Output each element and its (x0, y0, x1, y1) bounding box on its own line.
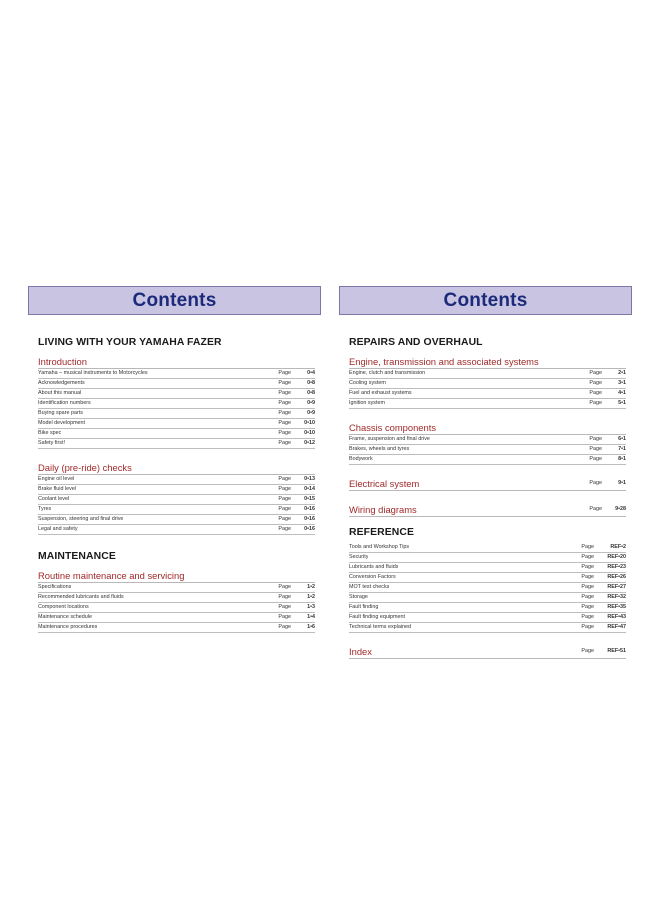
toc-entry-label: Fault finding (349, 604, 379, 610)
section-title-wiring (349, 504, 626, 517)
page-ref (589, 504, 626, 515)
page-ref (581, 553, 626, 561)
toc-entry-label: Legal and safety (38, 526, 78, 532)
page-number: 4•1 (618, 390, 626, 396)
toc-entry-label: Conversion Factors (349, 574, 396, 580)
toc-row (38, 623, 315, 633)
page-ref (581, 583, 626, 591)
page-ref (278, 475, 315, 483)
page-ref (581, 603, 626, 611)
page-number: 0•9 (307, 400, 315, 406)
toc-row (349, 583, 626, 593)
page-word: Page (581, 564, 594, 570)
toc-row (38, 505, 315, 515)
toc-row (38, 409, 315, 419)
toc-entry-label: Tyres (38, 506, 52, 512)
toc-row (349, 445, 626, 455)
page-number: 0•12 (304, 440, 315, 446)
page-number: 0•10 (304, 430, 315, 436)
toc-entry-label: Tools and Workshop Tips (349, 544, 410, 550)
page-word: Page (581, 614, 594, 620)
page-ref (278, 505, 315, 513)
toc-entry-label: Brake fluid level (38, 486, 77, 492)
page-number: REF•23 (607, 564, 626, 570)
toc-entry-label: Maintenance procedures (38, 624, 98, 630)
toc-entry-label: Frame, suspension and final drive (349, 436, 430, 442)
toc-list-engine (349, 369, 626, 409)
toc-row (38, 475, 315, 485)
page-number: REF•26 (607, 574, 626, 580)
page-ref (581, 563, 626, 571)
toc-row (349, 369, 626, 379)
page-number: 7•1 (618, 446, 626, 452)
page-ref (589, 389, 626, 397)
section-label: Wiring diagrams (349, 504, 417, 515)
toc-list-introduction (38, 369, 315, 449)
page-number: REF•2 (610, 544, 626, 550)
page-ref (589, 435, 626, 443)
toc-row (38, 613, 315, 623)
toc-entry-label: Acknowledgements (38, 380, 85, 386)
page-ref (581, 613, 626, 621)
toc-entry-label: Yamaha – musical instruments to Motorcycles (38, 370, 148, 376)
page-ref (278, 399, 315, 407)
toc-row (349, 435, 626, 445)
page-word: Page (589, 506, 602, 512)
page-word: Page (589, 380, 602, 386)
toc-row (38, 419, 315, 429)
page-ref (278, 623, 315, 631)
page-number: 0•13 (304, 476, 315, 482)
page-word: Page (589, 480, 602, 486)
page-word: Page (589, 456, 602, 462)
toc-entry-label: Ignition system (349, 400, 385, 406)
page-word: Page (278, 496, 291, 502)
page-word: Page (589, 436, 602, 442)
page-word: Page (278, 604, 291, 610)
page-ref (278, 409, 315, 417)
page-number: REF•43 (607, 614, 626, 620)
toc-entry-label: Fuel and exhaust systems (349, 390, 412, 396)
toc-row (38, 399, 315, 409)
toc-row (38, 485, 315, 495)
toc-list-daily-checks (38, 475, 315, 535)
toc-row (349, 603, 626, 613)
toc-row (38, 525, 315, 535)
page-number: 0•14 (304, 486, 315, 492)
page-ref (278, 613, 315, 621)
section-title-daily-checks: Daily (pre-ride) checks (38, 462, 315, 475)
toc-row (349, 623, 626, 633)
page-word: Page (589, 400, 602, 406)
page-ref (581, 623, 626, 631)
page-word: Page (278, 526, 291, 532)
page-number: 0•15 (304, 496, 315, 502)
page-number: 1•6 (307, 624, 315, 630)
part-title-maintenance: MAINTENANCE (38, 551, 116, 562)
toc-row (38, 515, 315, 525)
page-ref (278, 439, 315, 447)
toc-row (349, 543, 626, 553)
section-title-chassis: Chassis components (349, 422, 626, 435)
page-number: REF•27 (607, 584, 626, 590)
page-ref (278, 593, 315, 601)
page-ref (589, 399, 626, 407)
page-ref (278, 515, 315, 523)
page-ref (589, 478, 626, 489)
toc-entry-label: Engine, clutch and transmission (349, 370, 426, 376)
toc-entry-label: Security (349, 554, 369, 560)
banner-title: Contents (443, 289, 528, 311)
part-title-reference: REFERENCE (349, 527, 414, 538)
page-number: 1•4 (307, 614, 315, 620)
page-word: Page (278, 584, 291, 590)
page-number: REF•20 (607, 554, 626, 560)
page-ref (589, 369, 626, 377)
toc-row (349, 399, 626, 409)
toc-row (38, 593, 315, 603)
page-number: 1•2 (307, 584, 315, 590)
page-number: 0•16 (304, 516, 315, 522)
page-word: Page (278, 440, 291, 446)
toc-entry-label: Technical terms explained (349, 624, 412, 630)
toc-entry-label: Engine oil level (38, 476, 75, 482)
page-word: Page (589, 446, 602, 452)
toc-entry-label: Storage (349, 594, 368, 600)
page-number: 0•4 (307, 370, 315, 376)
toc-entry-label: Coolant level (38, 496, 70, 502)
page-number: 9•28 (615, 506, 626, 512)
page-word: Page (278, 400, 291, 406)
toc-row (38, 379, 315, 389)
page-number: REF•51 (607, 648, 626, 654)
page-word: Page (581, 554, 594, 560)
toc-entry-label: Cooling system (349, 380, 386, 386)
toc-row (38, 583, 315, 593)
page-word: Page (278, 614, 291, 620)
page-ref (581, 573, 626, 581)
page-ref (589, 379, 626, 387)
toc-entry-label: Suspension, steering and final drive (38, 516, 124, 522)
page-number: REF•32 (607, 594, 626, 600)
toc-entry-label: Bodywork (349, 456, 373, 462)
toc-entry-label: Brakes, wheels and tyres (349, 446, 410, 452)
toc-row (349, 455, 626, 465)
page-ref (278, 369, 315, 377)
toc-entry-label: MOT test checks (349, 584, 390, 590)
toc-entry-label: Identification numbers (38, 400, 91, 406)
page-word: Page (278, 430, 291, 436)
toc-row (349, 379, 626, 389)
page-number: 1•3 (307, 604, 315, 610)
toc-list-routine-maintenance (38, 583, 315, 633)
toc-row (349, 573, 626, 583)
part-title-living: LIVING WITH YOUR YAMAHA FAZER (38, 337, 222, 348)
page-number: 0•8 (307, 380, 315, 386)
toc-entry-label: Buying spare parts (38, 410, 83, 416)
toc-row (38, 369, 315, 379)
toc-entry-label: Model development (38, 420, 86, 426)
section-title-routine-maintenance: Routine maintenance and servicing (38, 570, 315, 583)
page-ref (278, 429, 315, 437)
toc-row (349, 553, 626, 563)
right-contents-page (339, 286, 632, 659)
page-number: 0•16 (304, 526, 315, 532)
page-ref (581, 593, 626, 601)
page-number: REF•35 (607, 604, 626, 610)
page-ref (589, 445, 626, 453)
page-word: Page (589, 390, 602, 396)
page-number: 0•16 (304, 506, 315, 512)
page-word: Page (589, 370, 602, 376)
page-number: 1•2 (307, 594, 315, 600)
page-word: Page (278, 624, 291, 630)
toc-entry-label: Bike spec (38, 430, 62, 436)
toc-entry-label: Component locations (38, 604, 89, 610)
toc-entry-label: About this manual (38, 390, 82, 396)
page-number: 2•1 (618, 370, 626, 376)
page-number: 0•9 (307, 410, 315, 416)
toc-row (349, 389, 626, 399)
page-number: 9•1 (618, 480, 626, 486)
page-number: 6•1 (618, 436, 626, 442)
section-title-electrical (349, 478, 626, 491)
section-title-introduction: Introduction (38, 356, 315, 369)
page-word: Page (581, 544, 594, 550)
page-word: Page (278, 516, 291, 522)
page-number: 0•10 (304, 420, 315, 426)
page-ref (278, 495, 315, 503)
toc-row (38, 429, 315, 439)
page-number: 0•8 (307, 390, 315, 396)
page-word: Page (278, 476, 291, 482)
page-word: Page (278, 390, 291, 396)
page-word: Page (581, 648, 594, 654)
toc-entry-label: Maintenance schedule (38, 614, 92, 620)
toc-entry-label: Fault finding equipment (349, 614, 406, 620)
toc-row (349, 593, 626, 603)
page-word: Page (278, 410, 291, 416)
page-ref (278, 379, 315, 387)
page-word: Page (278, 380, 291, 386)
page-word: Page (278, 594, 291, 600)
page-number: 3•1 (618, 380, 626, 386)
page-ref (278, 603, 315, 611)
left-contents-page (28, 286, 321, 633)
part-title-repairs: REPAIRS AND OVERHAUL (349, 337, 483, 348)
page-ref (278, 419, 315, 427)
page-number: REF•47 (607, 624, 626, 630)
page-ref (581, 646, 626, 657)
page-ref (278, 583, 315, 591)
page-word: Page (278, 420, 291, 426)
page-ref (581, 543, 626, 551)
page-word: Page (278, 506, 291, 512)
toc-entry-label: Specifications (38, 584, 72, 590)
toc-entry-label: Safety first! (38, 440, 65, 446)
banner-title: Contents (132, 289, 217, 311)
page-word: Page (581, 584, 594, 590)
toc-entry-label: Lubricants and fluids (349, 564, 399, 570)
section-title-index (349, 646, 626, 659)
toc-row (38, 389, 315, 399)
section-label: Index (349, 646, 372, 657)
toc-row (38, 439, 315, 449)
page-ref (278, 485, 315, 493)
contents-banner (339, 286, 632, 315)
toc-list-reference (349, 543, 626, 633)
section-label: Electrical system (349, 478, 420, 489)
page-word: Page (581, 594, 594, 600)
page-word: Page (581, 574, 594, 580)
page-ref (278, 525, 315, 533)
page-number: 5•1 (618, 400, 626, 406)
toc-row (38, 495, 315, 505)
toc-list-chassis (349, 435, 626, 465)
page-number: 8•1 (618, 456, 626, 462)
page-word: Page (278, 370, 291, 376)
toc-row (349, 613, 626, 623)
page-ref (589, 455, 626, 463)
contents-banner (28, 286, 321, 315)
toc-row (38, 603, 315, 613)
toc-entry-label: Recommended lubricants and fluids (38, 594, 124, 600)
toc-row (349, 563, 626, 573)
section-title-engine: Engine, transmission and associated systems (349, 356, 626, 369)
page-word: Page (581, 604, 594, 610)
page-word: Page (278, 486, 291, 492)
page-word: Page (581, 624, 594, 630)
page-ref (278, 389, 315, 397)
